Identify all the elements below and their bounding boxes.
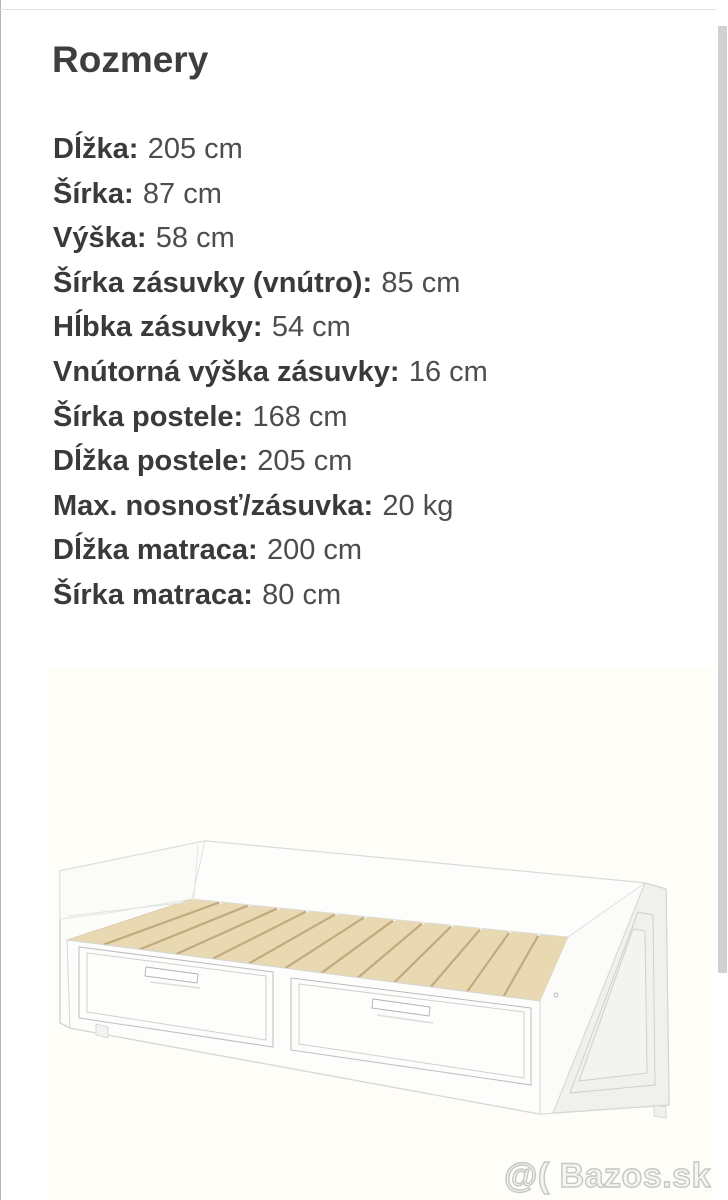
dimension-value: 58 cm bbox=[155, 222, 235, 255]
dimension-row bbox=[53, 261, 728, 306]
dimension-label: Šírka matraca: bbox=[53, 578, 253, 611]
dimension-row bbox=[53, 528, 728, 573]
dimension-label: Dĺžka postele: bbox=[53, 445, 248, 478]
dimension-value: 87 cm bbox=[142, 177, 222, 210]
dimension-value: 54 cm bbox=[271, 311, 351, 344]
watermark: @( Bazos.sk bbox=[504, 1157, 711, 1195]
scrollbar-track[interactable] bbox=[717, 0, 728, 1200]
dimension-value: 85 cm bbox=[381, 266, 461, 299]
dimension-label: Hĺbka zásuvky: bbox=[53, 311, 263, 344]
dimension-label: Šírka postele: bbox=[53, 400, 244, 433]
dimension-label: Výška: bbox=[53, 222, 147, 255]
product-photo bbox=[48, 667, 713, 1200]
dimension-label: Šírka: bbox=[53, 177, 134, 210]
dimension-row bbox=[53, 216, 728, 261]
dimension-label: Max. nosnosť/zásuvka: bbox=[53, 489, 374, 522]
dimension-value: 16 cm bbox=[408, 355, 488, 388]
dimension-row bbox=[53, 439, 728, 484]
bed-illustration bbox=[48, 667, 713, 1200]
dimension-label: Vnútorná výška zásuvky: bbox=[53, 355, 400, 388]
dimension-row bbox=[53, 127, 728, 172]
bed-foot-right bbox=[654, 1105, 666, 1118]
top-divider bbox=[0, 9, 716, 10]
dimension-value: 168 cm bbox=[252, 400, 348, 433]
dimension-label: Dĺžka matraca: bbox=[53, 534, 258, 567]
dimension-row bbox=[53, 350, 728, 395]
dimension-row bbox=[53, 484, 728, 529]
dimension-row bbox=[53, 305, 728, 350]
dimension-label: Šírka zásuvky (vnútro): bbox=[53, 266, 373, 299]
dimension-label: Dĺžka: bbox=[53, 133, 139, 165]
dimension-value: 20 kg bbox=[382, 489, 454, 522]
dimension-value: 200 cm bbox=[266, 534, 363, 567]
dimension-value: 205 cm bbox=[147, 133, 243, 165]
page-left-border bbox=[0, 0, 1, 1200]
dimension-row bbox=[53, 395, 728, 440]
dimension-row bbox=[53, 172, 728, 217]
dimension-value: 205 cm bbox=[257, 445, 353, 478]
dimension-value: 80 cm bbox=[262, 578, 342, 611]
scrollbar-thumb[interactable] bbox=[718, 26, 727, 973]
dimension-list bbox=[0, 127, 728, 618]
dimension-row bbox=[53, 573, 728, 618]
page-title: Rozmery bbox=[52, 39, 209, 80]
